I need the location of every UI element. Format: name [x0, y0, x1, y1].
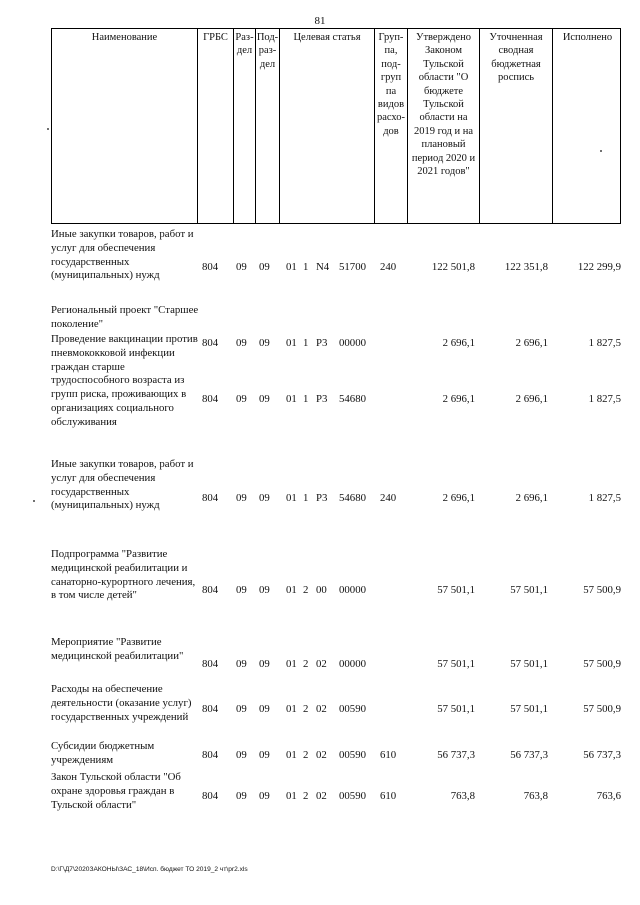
cell-podrazdel: 09: [259, 658, 270, 670]
cell-grbs: 804: [202, 492, 219, 504]
cell-t1: 01: [286, 337, 297, 349]
cell-t2: 1: [303, 337, 309, 349]
cell-grbs: 804: [202, 703, 219, 715]
row-name: Иные закупки товаров, работ и услуг для обеспечения государственных (муниципальных) нужд: [51, 228, 194, 282]
cell-t4: 54680: [339, 393, 366, 405]
cell-executed: 1 827,5: [588, 393, 621, 405]
header-target: Целевая статья: [280, 29, 375, 223]
cell-t4: 00000: [339, 658, 366, 670]
cell-t4: 51700: [339, 261, 366, 273]
row-name: Проведение вакцинации против пневмококковой инфекции граждан старше трудоспособного возраста из групп риска, проживающих в организациях социального обслуживания: [51, 333, 198, 428]
cell-razdel: 09: [236, 393, 247, 405]
cell-t2: 2: [303, 584, 309, 596]
cell-refined: 57 501,1: [510, 703, 548, 715]
cell-razdel: 09: [236, 658, 247, 670]
cell-approved: 2 696,1: [442, 337, 475, 349]
header-name: Наименование: [52, 29, 198, 223]
cell-refined: 2 696,1: [515, 337, 548, 349]
cell-t1: 01: [286, 584, 297, 596]
cell-t1: 01: [286, 393, 297, 405]
cell-approved: 122 501,8: [431, 261, 475, 273]
cell-grbs: 804: [202, 337, 219, 349]
row-name: Закон Тульской области "Об охране здоровья граждан в Тульской области": [51, 771, 181, 811]
cell-approved: 57 501,1: [437, 584, 475, 596]
cell-t1: 01: [286, 749, 297, 761]
cell-razdel: 09: [236, 337, 247, 349]
cell-executed: 1 827,5: [588, 492, 621, 504]
row-name: Мероприятие "Развитие медицинской реабилитации": [51, 636, 184, 662]
cell-t3: 02: [316, 790, 327, 802]
cell-t3: P3: [316, 492, 328, 504]
cell-refined: 763,8: [523, 790, 548, 802]
cell-refined: 2 696,1: [515, 393, 548, 405]
cell-t3: P3: [316, 337, 328, 349]
table-header: [51, 28, 621, 224]
header-refined: Уточненная сводная бюджетная роспись: [480, 29, 553, 223]
cell-t4: 54680: [339, 492, 366, 504]
cell-t4: 00590: [339, 703, 366, 715]
row-name: Подпрограмма "Развитие медицинской реабилитации и санаторно-курортного лечения, в том числе детей": [51, 548, 196, 602]
cell-t2: 2: [303, 658, 309, 670]
cell-grbs: 804: [202, 658, 219, 670]
cell-approved: 2 696,1: [442, 492, 475, 504]
header-podrazdel: Под-раз-дел: [256, 29, 280, 223]
row-name: Субсидии бюджетным учреждениям: [51, 740, 155, 766]
cell-approved: 2 696,1: [442, 393, 475, 405]
row-name: Иные закупки товаров, работ и услуг для обеспечения государственных (муниципальных) нужд: [51, 458, 194, 512]
page-number: 81: [314, 15, 326, 27]
scan-speck: [600, 150, 602, 152]
cell-group: 610: [380, 790, 397, 802]
cell-podrazdel: 09: [259, 790, 270, 802]
cell-podrazdel: 09: [259, 261, 270, 273]
cell-approved: 56 737,3: [437, 749, 475, 761]
row-name: Расходы на обеспечение деятельности (оказание услуг) государственных учреждений: [51, 683, 192, 723]
cell-t4: 00000: [339, 337, 366, 349]
cell-refined: 56 737,3: [510, 749, 548, 761]
cell-razdel: 09: [236, 492, 247, 504]
cell-group: 240: [380, 492, 397, 504]
header-approved: Утверждено Законом Тульской области "О бюджете Тульской области на 2019 год и на плановый период 2020 и 2021 годов": [408, 29, 480, 223]
cell-podrazdel: 09: [259, 492, 270, 504]
cell-executed: 122 299,9: [577, 261, 621, 273]
cell-t3: 02: [316, 658, 327, 670]
cell-approved: 57 501,1: [437, 658, 475, 670]
scan-speck: [47, 128, 49, 130]
cell-group: 240: [380, 261, 397, 273]
cell-approved: 763,8: [450, 790, 475, 802]
header-group: Груп-па, под-груп па видов расхо-дов: [375, 29, 408, 223]
cell-t3: N4: [316, 261, 330, 273]
cell-t4: 00000: [339, 584, 366, 596]
cell-t1: 01: [286, 492, 297, 504]
cell-grbs: 804: [202, 749, 219, 761]
cell-grbs: 804: [202, 584, 219, 596]
cell-razdel: 09: [236, 749, 247, 761]
cell-razdel: 09: [236, 703, 247, 715]
cell-executed: 57 500,9: [583, 703, 621, 715]
cell-executed: 56 737,3: [583, 749, 621, 761]
cell-approved: 57 501,1: [437, 703, 475, 715]
cell-t2: 2: [303, 790, 309, 802]
cell-grbs: 804: [202, 261, 219, 273]
header-razdel: Раз-дел: [234, 29, 256, 223]
cell-executed: 1 827,5: [588, 337, 621, 349]
cell-refined: 57 501,1: [510, 658, 548, 670]
cell-t1: 01: [286, 790, 297, 802]
cell-t2: 1: [303, 261, 309, 273]
cell-t4: 00590: [339, 749, 366, 761]
cell-podrazdel: 09: [259, 703, 270, 715]
cell-t1: 01: [286, 658, 297, 670]
header-executed: Исполнено: [562, 32, 613, 43]
cell-t3: 00: [316, 584, 327, 596]
cell-group: 610: [380, 749, 397, 761]
cell-t3: 02: [316, 703, 327, 715]
cell-executed: 57 500,9: [583, 658, 621, 670]
cell-podrazdel: 09: [259, 584, 270, 596]
cell-razdel: 09: [236, 261, 247, 273]
cell-t3: 02: [316, 749, 327, 761]
cell-t1: 01: [286, 703, 297, 715]
cell-t2: 2: [303, 749, 309, 761]
cell-executed: 57 500,9: [583, 584, 621, 596]
header-grbs: ГРБС: [198, 29, 234, 223]
cell-razdel: 09: [236, 584, 247, 596]
cell-t2: 1: [303, 492, 309, 504]
cell-t4: 00590: [339, 790, 366, 802]
cell-refined: 122 351,8: [504, 261, 548, 273]
file-path-footer: D:\Г\Д7\2020ЗАКОНЫ\ЗАС_18\Исп. бюджет ТО 2019_2 чт\pr2.xls: [51, 866, 248, 873]
cell-podrazdel: 09: [259, 749, 270, 761]
cell-t2: 2: [303, 703, 309, 715]
cell-grbs: 804: [202, 790, 219, 802]
row-name: Региональный проект "Старшее поколение": [51, 304, 199, 330]
cell-grbs: 804: [202, 393, 219, 405]
cell-t2: 1: [303, 393, 309, 405]
cell-refined: 2 696,1: [515, 492, 548, 504]
cell-podrazdel: 09: [259, 337, 270, 349]
cell-podrazdel: 09: [259, 393, 270, 405]
cell-t3: P3: [316, 393, 328, 405]
cell-razdel: 09: [236, 790, 247, 802]
scan-speck: [33, 500, 35, 502]
cell-t1: 01: [286, 261, 297, 273]
cell-refined: 57 501,1: [510, 584, 548, 596]
cell-executed: 763,6: [596, 790, 621, 802]
